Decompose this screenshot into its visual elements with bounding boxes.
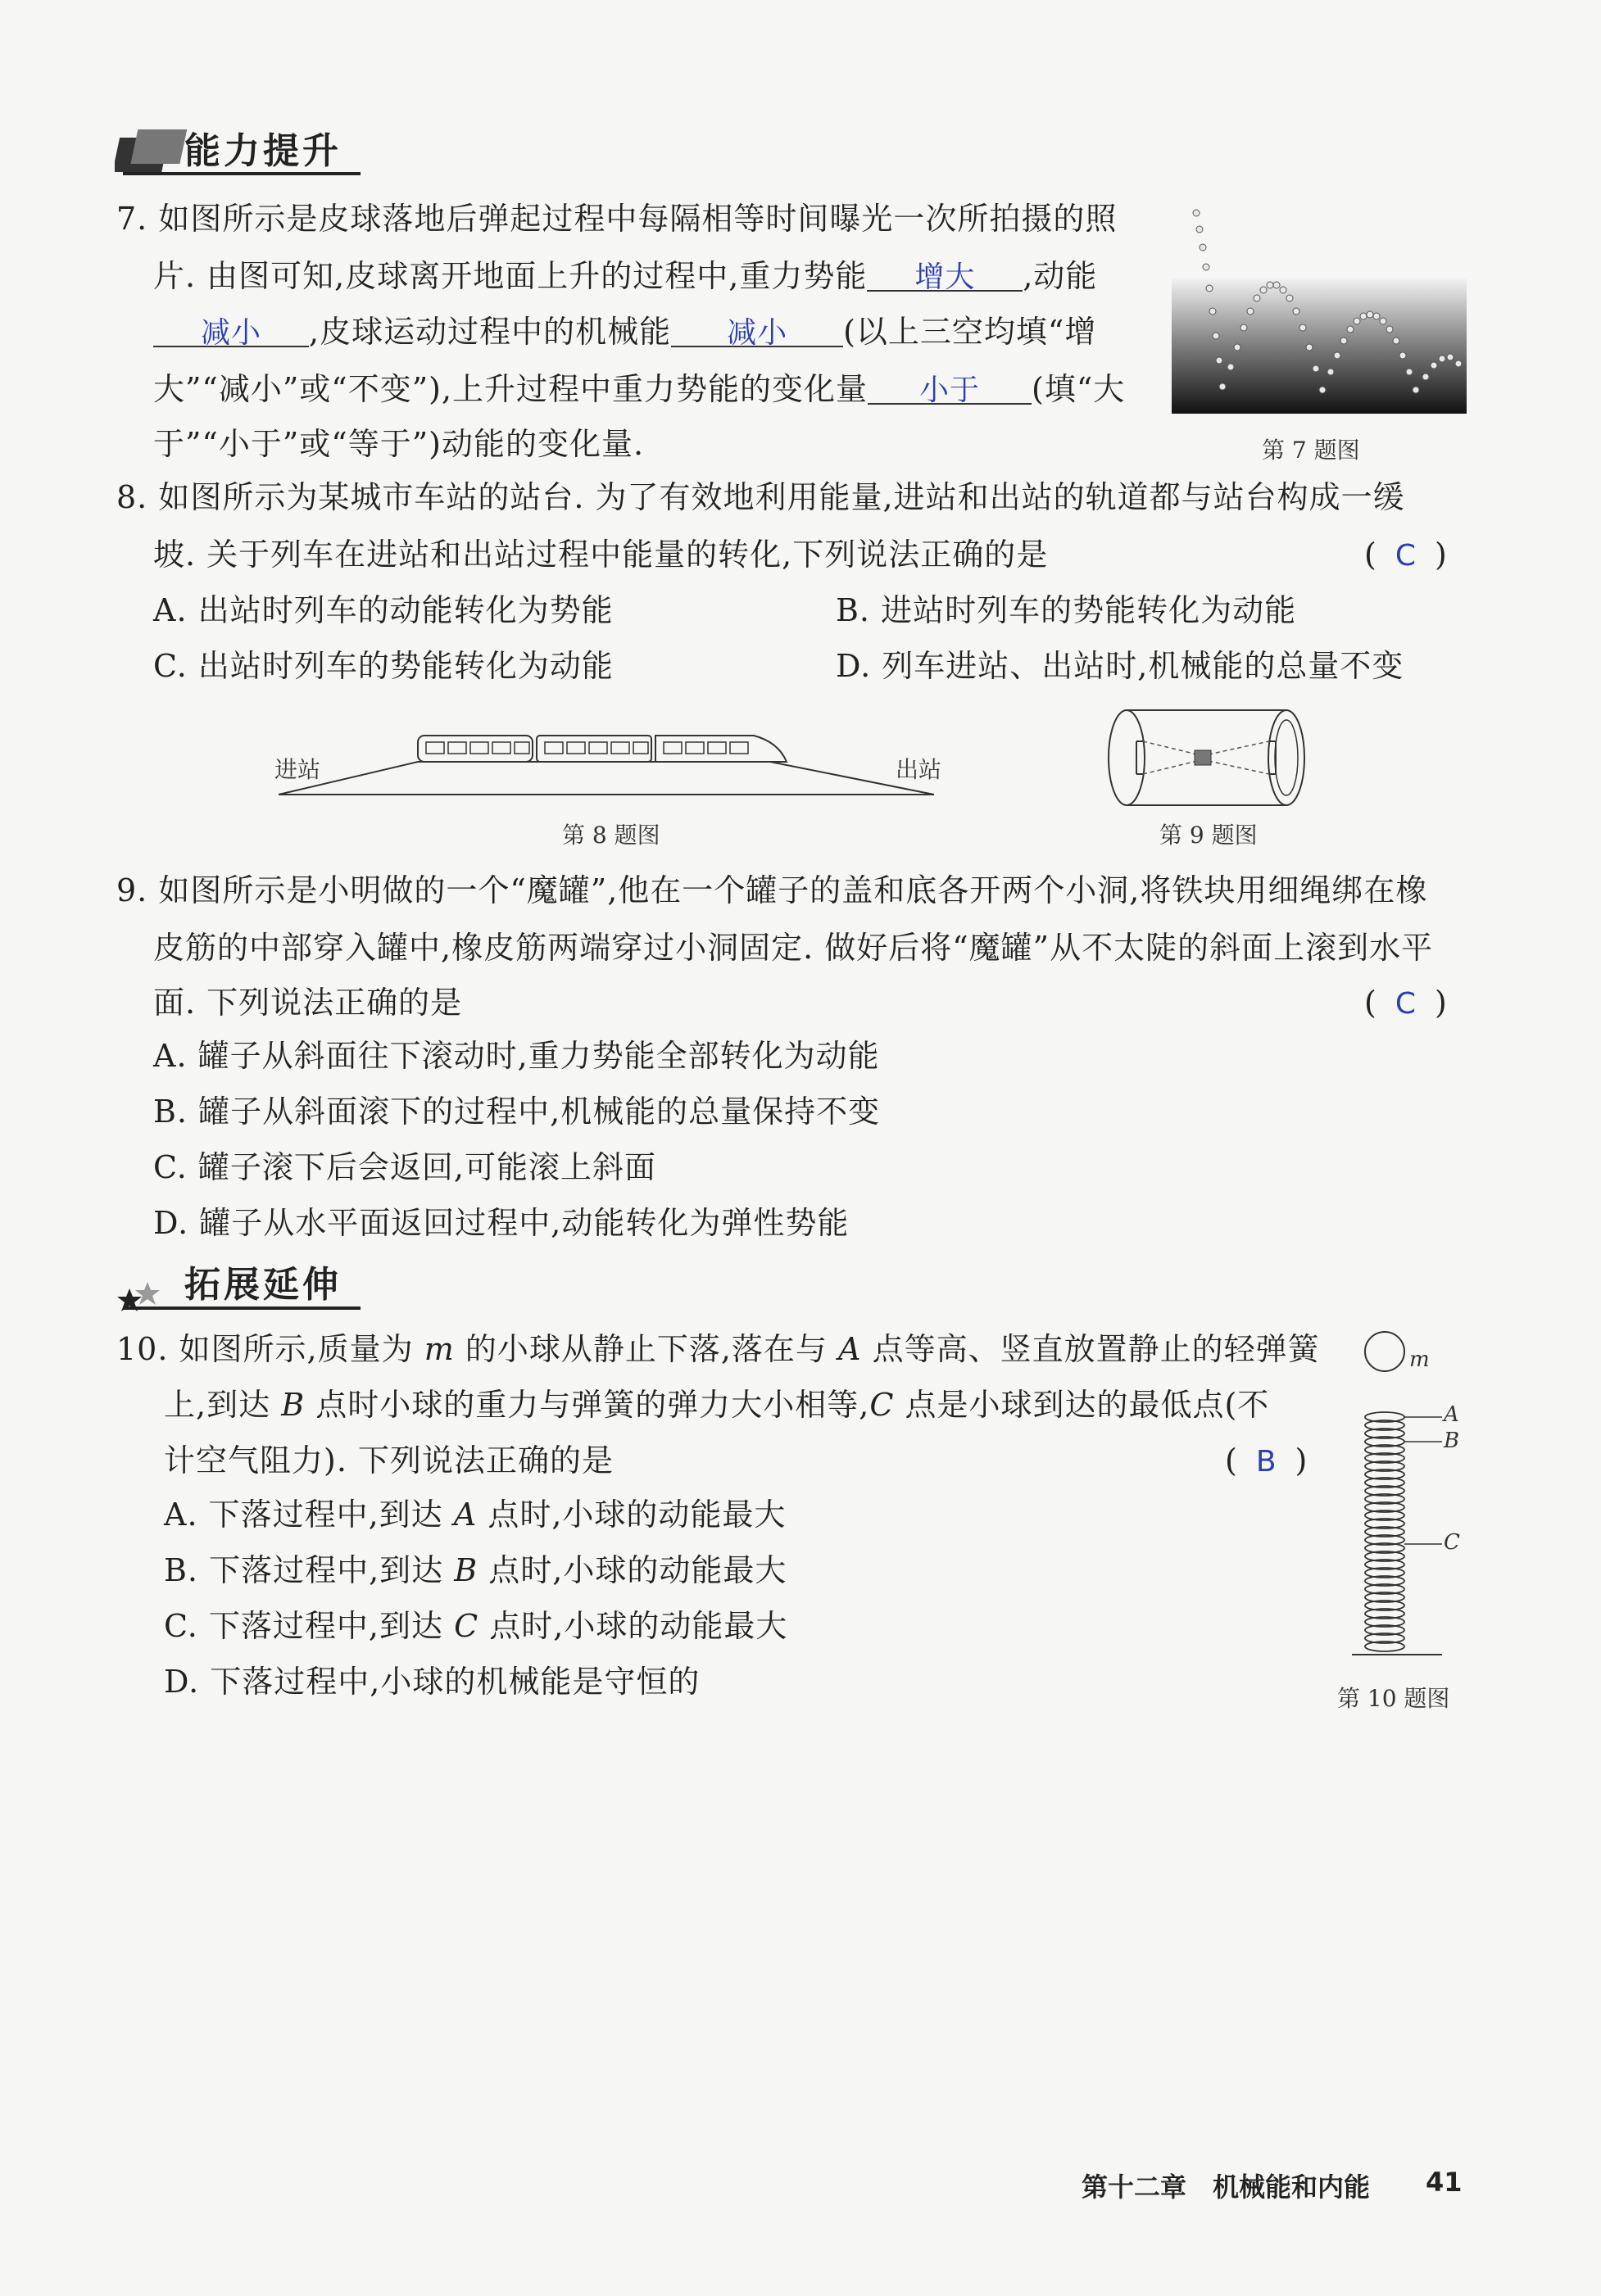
q7-answer-4: 小于 bbox=[919, 374, 981, 407]
q7-blank-4[interactable] bbox=[868, 367, 1032, 405]
q10-var-c: C bbox=[869, 1387, 895, 1423]
ball-icon bbox=[1365, 1332, 1404, 1371]
q10-var-a: A bbox=[453, 1497, 478, 1533]
q8-line-1: 8. 如图所示为某城市车站的站台. 为了有效地利用能量,进站和出站的轨道都与站台构成一缓 bbox=[116, 479, 1405, 515]
q10-option-a[interactable] bbox=[164, 1492, 786, 1537]
q7-text: ,动能 bbox=[1023, 258, 1098, 294]
q10-option-b[interactable] bbox=[164, 1548, 787, 1592]
q7-text: 大”“减小”或“不变”),上升过程中重力势能的变化量 bbox=[153, 371, 869, 407]
iron-block-icon bbox=[1195, 750, 1211, 765]
q9-line-3: 面. 下列说法正确的是 bbox=[153, 985, 463, 1021]
page-number: 41 bbox=[1426, 2167, 1463, 2198]
q10-option-text: C. 下落过程中,到达 bbox=[164, 1608, 443, 1644]
q10-option-text: 点时,小球的动能最大 bbox=[488, 1497, 787, 1533]
q9-line-1: 9. 如图所示是小明做的一个“魔罐”,他在一个罐子的盖和底各开两个小洞,将铁块用细绳绑在橡 bbox=[116, 872, 1428, 908]
spring-label-m: m bbox=[1409, 1347, 1430, 1372]
q7-text: (填“大 bbox=[1032, 371, 1126, 407]
q10-option-text: A. 下落过程中,到达 bbox=[164, 1497, 443, 1533]
q8-option-a[interactable]: A. 出站时列车的动能转化为势能 bbox=[153, 592, 614, 628]
q7-blank-3[interactable] bbox=[671, 310, 843, 350]
q10-option-text: B. 下落过程中,到达 bbox=[164, 1552, 444, 1588]
q10-text: 点等高、竖直放置静止的轻弹簧 bbox=[872, 1331, 1320, 1367]
q10-line-3: 计空气阻力). 下列说法正确的是 bbox=[164, 1442, 614, 1479]
section-title-extension: 拓展延伸 bbox=[184, 1264, 342, 1306]
q10-var-b: B bbox=[454, 1552, 478, 1588]
q7-line-2 bbox=[153, 254, 1097, 298]
q7-line-5: 于”“小于”或“等于”)动能的变化量. bbox=[153, 426, 645, 462]
station-exit-label: 出站 bbox=[896, 756, 942, 783]
q9-answer-paren: ( C ) bbox=[1364, 985, 1448, 1021]
q9-option-b[interactable]: B. 罐子从斜面滚下的过程中,机械能的总量保持不变 bbox=[153, 1094, 881, 1130]
q10-var-m: m bbox=[424, 1331, 455, 1367]
q10-text: 点时小球的重力与弹簧的弹力大小相等, bbox=[315, 1387, 870, 1423]
spring-label-b: B bbox=[1444, 1429, 1460, 1453]
q10-option-text: 点时,小球的动能最大 bbox=[489, 1608, 788, 1644]
q8-option-b[interactable]: B. 进站时列车的势能转化为动能 bbox=[836, 592, 1297, 628]
q10-answer: B bbox=[1255, 1445, 1277, 1479]
q7-line-3 bbox=[153, 310, 1096, 354]
q7-line-4 bbox=[153, 367, 1125, 411]
chapter-title: 第十二章 机械能和内能 bbox=[1082, 2171, 1371, 2203]
spring-diagram bbox=[1352, 1327, 1475, 1671]
bouncing-ball-photo bbox=[1172, 197, 1467, 414]
q7-text: 片. 由图可知,皮球离开地面上升的过程中,重力势能 bbox=[153, 258, 868, 294]
q8-text: 坡. 关于列车在进站和出站过程中能量的转化,下列说法正确的是 bbox=[153, 537, 1049, 573]
q10-var-a: A bbox=[838, 1331, 862, 1367]
q10-option-text: 点时,小球的动能最大 bbox=[488, 1552, 787, 1588]
q7-text: (以上三空均填“增 bbox=[843, 314, 1097, 350]
q7-caption: 第 7 题图 bbox=[1262, 437, 1360, 464]
q8-option-c[interactable]: C. 出站时列车的势能转化为动能 bbox=[153, 648, 614, 684]
q9-line-2: 皮筋的中部穿入罐中,橡皮筋两端穿过小洞固定. 做好后将“魔罐”从不太陡的斜面上滚到水平 bbox=[153, 930, 1434, 966]
q10-answer-paren: ( B ) bbox=[1225, 1442, 1308, 1479]
q7-answer-1: 增大 bbox=[914, 260, 976, 294]
q8-answer-paren: ( C ) bbox=[1364, 537, 1448, 573]
q9-option-c[interactable]: C. 罐子滚下后会返回,可能滚上斜面 bbox=[153, 1149, 656, 1185]
q10-line-2 bbox=[164, 1383, 1269, 1427]
station-enter-label: 进站 bbox=[274, 756, 321, 783]
q10-text: 10. 如图所示,质量为 bbox=[116, 1331, 414, 1367]
spring-label-c: C bbox=[1444, 1530, 1460, 1555]
section-title-ability: 能力提升 bbox=[184, 130, 342, 172]
spring-label-a: A bbox=[1444, 1402, 1459, 1427]
q10-var-b: B bbox=[281, 1387, 306, 1423]
q8-line-2 bbox=[153, 532, 1048, 577]
q10-caption: 第 10 题图 bbox=[1337, 1685, 1450, 1712]
train-icon bbox=[418, 736, 787, 762]
q8-caption: 第 8 题图 bbox=[562, 822, 660, 849]
q7-blank-2[interactable] bbox=[153, 310, 309, 350]
q9-option-d[interactable]: D. 罐子从水平面返回过程中,动能转化为弹性势能 bbox=[153, 1205, 850, 1241]
q7-line-1: 7. 如图所示是皮球落地后弹起过程中每隔相等时间曝光一次所拍摄的照 bbox=[116, 201, 1118, 237]
magic-can-diagram bbox=[1102, 700, 1315, 815]
station-diagram bbox=[262, 721, 950, 811]
q10-line-1 bbox=[116, 1327, 1320, 1371]
q9-option-a[interactable]: A. 罐子从斜面往下滚动时,重力势能全部转化为动能 bbox=[153, 1038, 880, 1074]
q7-blank-1[interactable] bbox=[867, 254, 1023, 292]
q7-text: ,皮球运动过程中的机械能 bbox=[309, 314, 672, 350]
q10-var-c: C bbox=[454, 1608, 479, 1644]
q10-option-d[interactable]: D. 下落过程中,小球的机械能是守恒的 bbox=[164, 1664, 701, 1700]
q10-option-c[interactable] bbox=[164, 1604, 787, 1648]
q10-text: 上,到达 bbox=[164, 1387, 271, 1423]
q10-text: 点是小球到达的最低点(不 bbox=[905, 1387, 1270, 1423]
q7-answer-2: 减小 bbox=[200, 316, 261, 350]
q9-caption: 第 9 题图 bbox=[1159, 822, 1258, 849]
q8-answer: C bbox=[1395, 539, 1417, 573]
q8-option-d[interactable]: D. 列车进站、出站时,机械能的总量不变 bbox=[836, 648, 1404, 684]
q9-answer: C bbox=[1395, 987, 1417, 1021]
q7-answer-3: 减小 bbox=[727, 316, 788, 350]
q10-text: 的小球从静止下落,落在与 bbox=[465, 1331, 828, 1367]
